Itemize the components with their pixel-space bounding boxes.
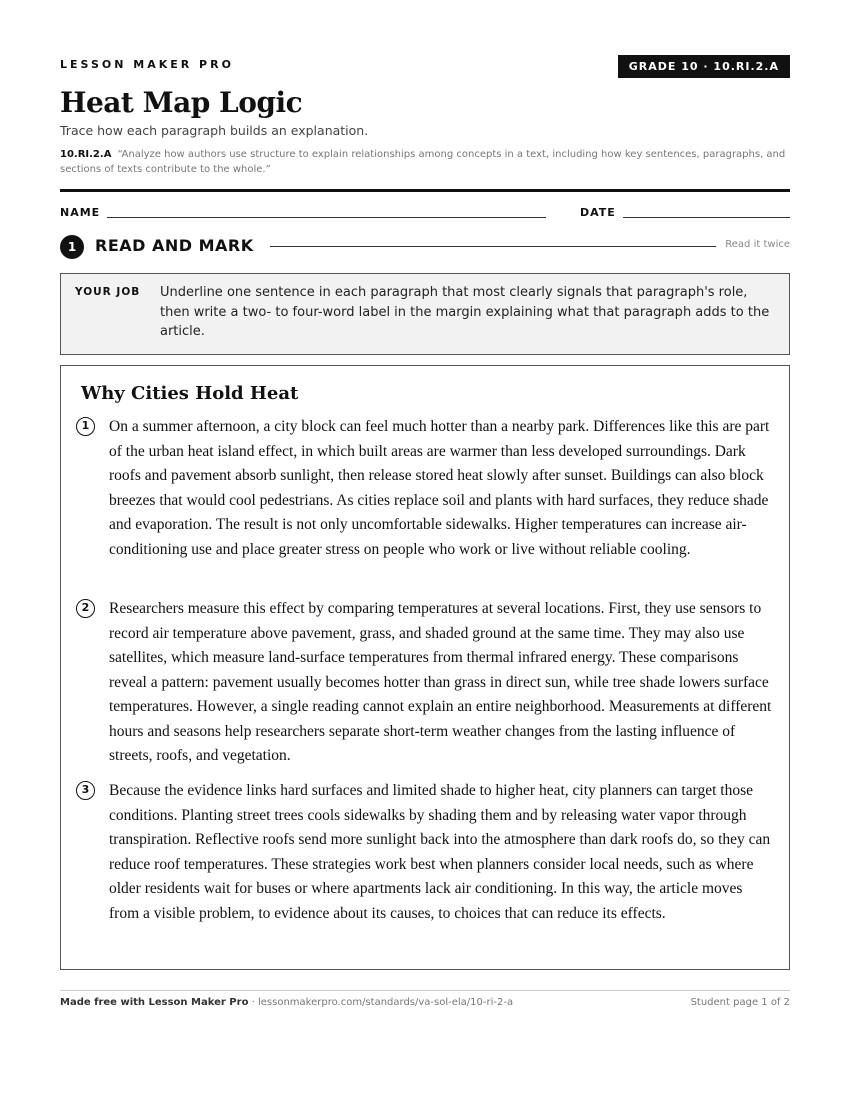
paragraph-text: On a summer afternoon, a city block can feel much hotter than a nearby park. Differences like this are part of the urban heat island effect, in which built areas are warmer than less developed surroundings. Dark roofs and pavement absorb sunlight, then release stored heat slowly after sunset. Buildings can also block breezes that would cool pedestrians. As cities replace soil and plants with hard surfaces, they reduce shade and evaporation. The result is not only uncomfortable sidewalks. Higher temperatures can increase air-conditioning use and place greater stress on people who work or live without reliable cooling. (109, 418, 770, 558)
page-footer (60, 997, 790, 1011)
date-label: DATE (580, 206, 616, 219)
your-job-label: YOUR JOB (75, 286, 141, 298)
section-number-badge: 1 (60, 235, 84, 259)
paragraph-number-badge: 2 (76, 599, 95, 618)
paragraph-number-badge: 1 (76, 417, 95, 436)
page-title: Heat Map Logic (60, 86, 303, 119)
standard-text: “Analyze how authors use structure to explain relationships among concepts in a text, including how key sentences, paragraphs, and sections of texts contribute to the whole.” (60, 149, 786, 175)
name-field[interactable] (107, 217, 546, 218)
article-title: Why Cities Hold Heat (81, 383, 299, 404)
grade-badge: GRADE 10 · 10.RI.2.A (618, 55, 790, 78)
name-date-bar (60, 205, 790, 221)
date-field[interactable] (623, 217, 790, 218)
standard-description (60, 147, 790, 177)
article-box (60, 365, 790, 970)
footer-page-number: Student page 1 of 2 (690, 997, 790, 1008)
page-subtitle: Trace how each paragraph builds an explanation. (60, 123, 369, 138)
standard-code: 10.RI.2.A (60, 149, 112, 160)
header-divider (60, 189, 790, 192)
section-title: READ AND MARK (95, 236, 254, 255)
top-bar (60, 55, 790, 79)
worksheet-page (60, 0, 790, 1100)
section-divider (270, 246, 716, 247)
name-label: NAME (60, 206, 101, 219)
footer-made-with: Made free with Lesson Maker Pro (60, 997, 249, 1008)
brand-name: LESSON MAKER PRO (60, 58, 234, 71)
footer-divider (60, 990, 790, 991)
paragraph-text: Researchers measure this effect by comparing temperatures at several locations. First, they use sensors to record air temperature above pavement, grass, and shaded ground at the same time. They may also use satellites, which measure land-surface temperatures from thermal infrared energy. These comparisons reveal a pattern: pavement usually becomes hotter than grass in direct sun, while tree shade lowers surface temperatures. However, a single reading cannot explain an entire neighborhood. Measurements at different hours and seasons help researchers separate short-term weather changes from the lasting influence of streets, roofs, and vegetation. (109, 600, 772, 764)
section-note: Read it twice (725, 239, 790, 250)
footer-url[interactable]: · lessonmakerpro.com/standards/va-sol-ela/10-ri-2-a (248, 997, 514, 1008)
your-job-text: Underline one sentence in each paragraph that most clearly signals that paragraph's role, then write a two- to four-word label in the margin explaining what that paragraph adds to the article. (160, 285, 770, 339)
paragraph-number-badge: 3 (76, 781, 95, 800)
your-job-box (60, 273, 790, 355)
section-read-and-mark (60, 235, 790, 259)
paragraph-text: Because the evidence links hard surfaces and limited shade to higher heat, city planners can target those conditions. Planting street trees cools sidewalks by shading them and by releasing water vapor through transpiration. Reflective roofs send more sunlight back into the atmosphere than dark roofs do, so they can reduce roof temperatures. These strategies work best when planners consider local needs, such as where older residents wait for buses or where apartments lack air conditioning. In this way, the article moves from a visible problem, to evidence about its causes, to choices that can reduce its effects. (109, 782, 771, 922)
